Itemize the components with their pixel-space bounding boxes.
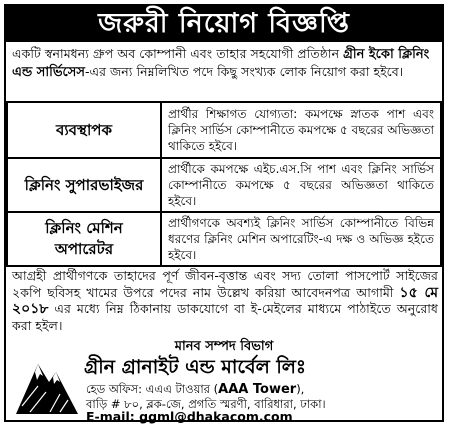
intro-company-name: গ্রীন ইকো ক্লিনিং এন্ড সার্ভিসেস (12, 47, 430, 80)
job-row (7, 212, 441, 266)
application-deadline: ১৫ মে ২০১৮ (12, 284, 438, 317)
address-text-post: ), (296, 382, 305, 396)
street-address: বাড়ি # ৮০, ব্লক-জে, প্রগতি স্মরণী, বারিধারা, ঢাকা। (86, 397, 326, 411)
job-position: ক্লিনিং সুপারভাইজর (7, 158, 161, 212)
company-name: গ্রীন গ্রানাইট এন্ড মার্বেল লিঃ (84, 356, 307, 378)
apply-text-pre: আগ্রহী প্রার্থীগণকে তাহাদের পূর্ণ জীবন-বৃত্তান্ত এবং সদ্য তোলা পাসপোর্ট সাইজের ২কপি ছবিসহ খামের উপরে পদের নাম উল্লেখ করিয়া আবেদনপত্র আগামী (12, 268, 438, 300)
job-requirement: প্রার্থীগণকে অবশ্যই ক্লিনিং সার্ভিস কোম্পানীতে বিভিন্ন ধরণের ক্লিনিং মেশিন অপারেটিং-এ দক্ষ ও অভিজ্ঞ হইতে হইবে। (161, 212, 441, 266)
email-line (86, 410, 438, 424)
intro-paragraph (12, 45, 438, 81)
address-text-pre: হেড অফিস: এএএ টাওয়ার ( (86, 382, 219, 396)
job-row (7, 102, 441, 158)
job-position-line: অপারেটর (54, 240, 114, 258)
job-advertisement (4, 4, 444, 422)
job-requirement: প্রার্থীকে কমপক্ষে এইচ.এস.সি পাশ এবং ক্লিনিং সার্ভিস কোম্পানীতে কমপক্ষে ৫ বছরের অভিজ্ঞতা থাকিতে হইবে। (161, 158, 441, 212)
mountain-logo-icon (16, 356, 78, 416)
job-position (7, 212, 161, 266)
job-requirement: প্রার্থীর শিক্ষাগত যোগ্যতা: কমপক্ষে স্নাতক পাশ এবং ক্লিনিং সার্ভিস কোম্পানীতে কমপক্ষে ৫ বছরের অভিজ্ঞতা থাকিতে হইবে। (161, 102, 441, 158)
job-positions-table (6, 101, 442, 267)
email-label: E-mail: (86, 409, 135, 424)
application-instructions (12, 268, 438, 334)
intro-text-pre: একটি স্বনামধন্য গ্রুপ অব কোম্পানী এবং তাহার সহযোগী প্রতিষ্ঠান (12, 46, 340, 61)
address-tower-name: AAA Tower (218, 382, 297, 397)
department-name: মানব সম্পদ বিভাগ (174, 339, 274, 354)
job-row (7, 158, 441, 212)
apply-text-post: এর মধ্যে নিম্ন ঠিকানায় ডাকযোগে বা ই-মেইলের মাধ্যমে পাঠাইতে অনুরোধ করা হইল। (12, 301, 438, 333)
intro-text-post: -এর জন্য নিম্নলিখিত পদে কিছু সংখ্যক লোক নিয়োগ করা হইবে। (84, 64, 404, 79)
job-position-line: ক্লিনিং মেশিন (45, 219, 123, 237)
job-position: ব্যবস্থাপক (7, 102, 161, 158)
email-address[interactable]: ggml@dhakacom.com (139, 409, 293, 424)
notice-title: জরুরী নিয়োগ বিজ্ঞপ্তি (6, 6, 442, 42)
